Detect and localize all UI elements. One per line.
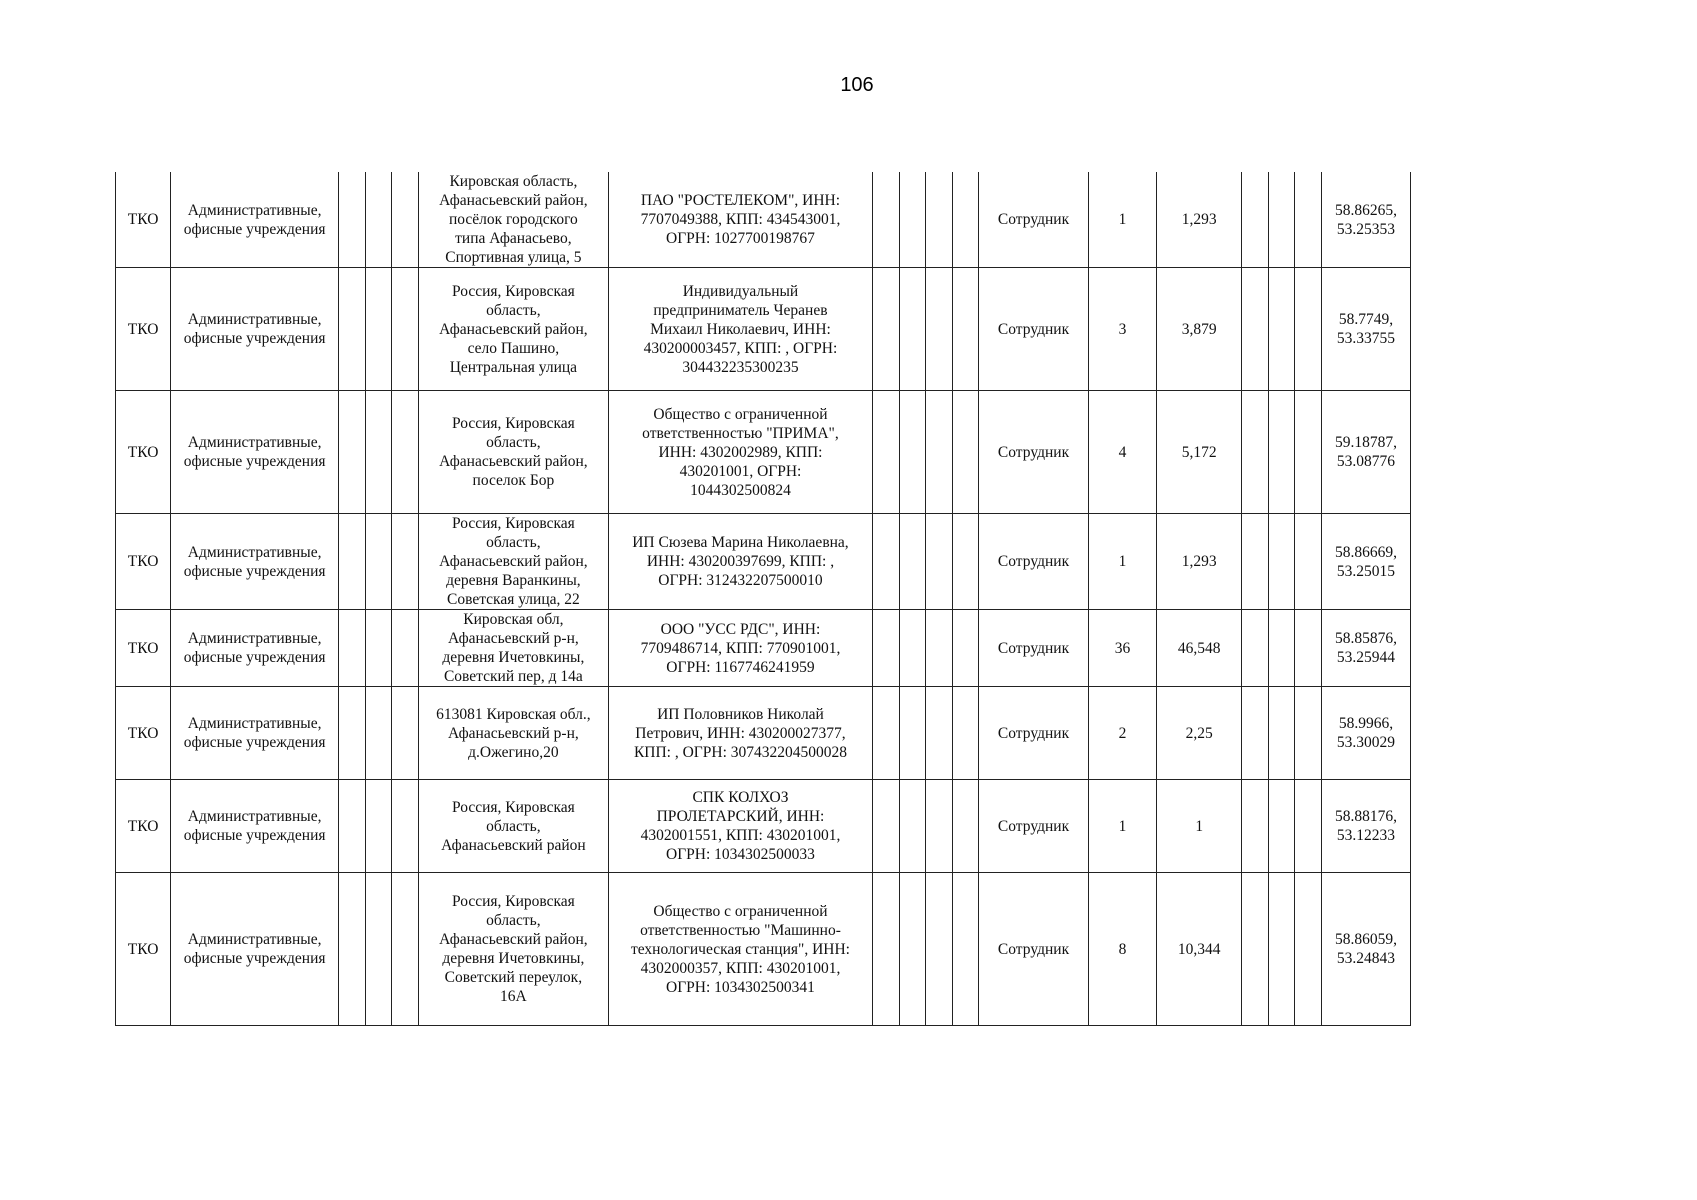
organization-line: ОГРН: 1034302500033 (666, 846, 815, 863)
empty-cell (1268, 610, 1295, 687)
address-line: 16А (500, 988, 527, 1005)
empty-cell (899, 514, 926, 610)
organization-cell (609, 172, 873, 268)
organization-line: ОГРН: 312432207500010 (658, 572, 823, 589)
quantity-cell: 1 (1088, 780, 1157, 873)
category-cell: Административные, офисные учреждения (171, 610, 339, 687)
quantity-cell: 2 (1088, 687, 1157, 780)
unit-cell: Сотрудник (979, 391, 1088, 514)
address-line: 613081 Кировская обл., (436, 705, 591, 723)
organization-line: Общество с ограниченной (653, 405, 828, 423)
organization-line: СПК КОЛХОЗ (692, 789, 789, 806)
coordinates-line: 53.30029 (1336, 734, 1396, 751)
empty-cell (338, 514, 365, 610)
quantity-cell: 4 (1088, 391, 1157, 514)
empty-cell (392, 780, 419, 873)
empty-cell (1242, 172, 1269, 268)
organization-line: Петрович, ИНН: 430200027377, (635, 724, 846, 742)
address-line: Афанасьевский район, (439, 192, 588, 209)
unit-cell: Сотрудник (979, 268, 1088, 391)
waste-type-cell: ТКО (116, 268, 171, 391)
coordinates-cell (1321, 610, 1410, 687)
table-row (116, 687, 1411, 780)
waste-type-cell: ТКО (116, 514, 171, 610)
empty-cell (899, 391, 926, 514)
organization-cell (609, 687, 873, 780)
empty-cell (1295, 514, 1322, 610)
empty-cell (365, 610, 392, 687)
empty-cell (899, 172, 926, 268)
organization-line: 1044302500824 (690, 481, 791, 499)
coordinates-line: 53.25353 (1336, 220, 1396, 238)
waste-type-cell: ТКО (116, 172, 171, 268)
category-cell: Административные, офисные учреждения (171, 780, 339, 873)
category-cell: Административные, офисные учреждения (171, 268, 339, 391)
empty-cell (1295, 610, 1322, 687)
organization-line: ответственностью "Машинно- (640, 921, 841, 939)
organization-line: 430200003457, КПП: , ОГРН: (643, 339, 838, 357)
waste-type-cell: ТКО (116, 610, 171, 687)
empty-cell (872, 391, 899, 514)
empty-cell (392, 610, 419, 687)
empty-cell (952, 514, 979, 610)
empty-cell (338, 610, 365, 687)
unit-cell: Сотрудник (979, 873, 1088, 1026)
page-number: 106 (840, 74, 874, 96)
volume-cell: 1,293 (1157, 172, 1242, 268)
empty-cell (1268, 687, 1295, 780)
empty-cell (899, 780, 926, 873)
table-row (116, 780, 1411, 873)
empty-cell (926, 391, 953, 514)
unit-cell: Сотрудник (979, 780, 1088, 873)
organization-cell (609, 391, 873, 514)
waste-registry-table (115, 172, 1411, 1026)
organization-line: ОГРН: 1027700198767 (666, 230, 815, 247)
empty-cell (872, 687, 899, 780)
address-line: Афанасьевский р-н, (448, 724, 579, 742)
quantity-cell: 1 (1088, 172, 1157, 268)
unit-cell: Сотрудник (979, 610, 1088, 687)
volume-cell: 5,172 (1157, 391, 1242, 514)
volume-cell: 46,548 (1157, 610, 1242, 687)
empty-cell (392, 873, 419, 1026)
category-cell: Административные, офисные учреждения (171, 514, 339, 610)
empty-cell (1242, 780, 1269, 873)
empty-cell (952, 391, 979, 514)
organization-line: ИП Сюзева Марина Николаевна, (632, 534, 849, 551)
empty-cell (872, 172, 899, 268)
coordinates-line: 53.08776 (1336, 453, 1396, 470)
address-cell (418, 391, 608, 514)
organization-line: ПАО "РОСТЕЛЕКОМ", ИНН: (640, 192, 841, 209)
address-line: Россия, Кировская (451, 893, 575, 910)
organization-line: 4302000357, КПП: 430201001, (640, 959, 841, 977)
organization-line: Михаил Николаевич, ИНН: (650, 320, 831, 338)
unit-cell: Сотрудник (979, 172, 1088, 268)
unit-cell: Сотрудник (979, 514, 1088, 610)
coordinates-line: 58.86669, (1334, 543, 1397, 561)
coordinates-line: 53.24843 (1336, 950, 1396, 967)
address-line: посёлок городского (448, 211, 578, 228)
empty-cell (338, 780, 365, 873)
empty-cell (872, 873, 899, 1026)
empty-cell (1295, 391, 1322, 514)
coordinates-line: 58.85876, (1334, 630, 1397, 647)
coordinates-cell (1321, 780, 1410, 873)
coordinates-cell (1321, 514, 1410, 610)
empty-cell (926, 268, 953, 391)
organization-line: ответственностью "ПРИМА", (642, 424, 839, 442)
waste-type-cell: ТКО (116, 391, 171, 514)
address-line: деревня Ичетовкины, (442, 649, 585, 666)
empty-cell (1242, 610, 1269, 687)
empty-cell (1295, 780, 1322, 873)
empty-cell (872, 268, 899, 391)
table-row (116, 268, 1411, 391)
empty-cell (365, 514, 392, 610)
empty-cell (926, 172, 953, 268)
empty-cell (952, 610, 979, 687)
empty-cell (1268, 268, 1295, 391)
unit-cell: Сотрудник (979, 687, 1088, 780)
organization-line: 7709486714, КПП: 770901001, (640, 639, 841, 657)
empty-cell (392, 514, 419, 610)
quantity-cell: 1 (1088, 514, 1157, 610)
coordinates-line: 58.7749, (1338, 311, 1394, 328)
organization-line: ООО "УСС РДС", ИНН: (660, 620, 821, 638)
coordinates-cell (1321, 873, 1410, 1026)
empty-cell (392, 391, 419, 514)
volume-cell: 3,879 (1157, 268, 1242, 391)
empty-cell (1242, 514, 1269, 610)
empty-cell (899, 610, 926, 687)
organization-line: технологическая станция", ИНН: (630, 940, 850, 958)
volume-cell: 2,25 (1157, 687, 1242, 780)
coordinates-cell (1321, 172, 1410, 268)
empty-cell (952, 268, 979, 391)
empty-cell (338, 873, 365, 1026)
coordinates-line: 58.86059, (1334, 931, 1397, 948)
table-row (116, 873, 1411, 1026)
address-line: д.Ожегино,20 (468, 743, 559, 761)
address-line: Центральная улица (449, 358, 578, 376)
organization-line: предприниматель Черанев (653, 301, 828, 319)
empty-cell (392, 268, 419, 391)
empty-cell (338, 268, 365, 391)
empty-cell (872, 610, 899, 687)
address-cell (418, 687, 608, 780)
waste-type-cell: ТКО (116, 687, 171, 780)
empty-cell (1268, 172, 1295, 268)
empty-cell (926, 514, 953, 610)
empty-cell (1268, 514, 1295, 610)
address-cell (418, 780, 608, 873)
quantity-cell: 3 (1088, 268, 1157, 391)
empty-cell (365, 873, 392, 1026)
waste-type-cell: ТКО (116, 780, 171, 873)
address-line: село Пашино, (467, 339, 560, 357)
address-line: область, (486, 534, 541, 551)
coordinates-cell (1321, 268, 1410, 391)
address-line: Россия, Кировская (451, 798, 575, 816)
address-cell (418, 268, 608, 391)
address-line: область, (486, 912, 541, 929)
category-cell: Административные, офисные учреждения (171, 391, 339, 514)
address-line: Советский пер, д 14а (443, 668, 583, 685)
table-row (116, 514, 1411, 610)
empty-cell (1295, 268, 1322, 391)
empty-cell (926, 687, 953, 780)
empty-cell (1268, 873, 1295, 1026)
organization-line: Индивидуальный (682, 282, 799, 300)
address-line: область, (486, 301, 541, 319)
address-cell (418, 514, 608, 610)
organization-cell (609, 873, 873, 1026)
organization-cell (609, 780, 873, 873)
empty-cell (338, 391, 365, 514)
volume-cell: 1 (1157, 780, 1242, 873)
coordinates-line: 53.25944 (1336, 649, 1396, 666)
empty-cell (1268, 391, 1295, 514)
empty-cell (365, 172, 392, 268)
organization-line: ОГРН: 1167746241959 (666, 658, 815, 676)
empty-cell (872, 514, 899, 610)
empty-cell (338, 172, 365, 268)
organization-line: ИНН: 4302002989, КПП: (658, 443, 823, 461)
empty-cell (926, 610, 953, 687)
organization-cell (609, 268, 873, 391)
empty-cell (1295, 687, 1322, 780)
empty-cell (952, 873, 979, 1026)
empty-cell (1242, 687, 1269, 780)
address-line: Афанасьевский район, (439, 931, 588, 948)
organization-line: ИП Половников Николай (657, 705, 824, 723)
empty-cell (1242, 268, 1269, 391)
empty-cell (926, 780, 953, 873)
empty-cell (899, 873, 926, 1026)
address-line: Афанасьевский р-н, (448, 630, 579, 647)
address-line: Спортивная улица, 5 (445, 249, 582, 266)
coordinates-line: 58.9966, (1338, 715, 1394, 732)
organization-cell (609, 610, 873, 687)
empty-cell (899, 268, 926, 391)
address-line: область, (486, 817, 541, 835)
empty-cell (952, 687, 979, 780)
empty-cell (1295, 172, 1322, 268)
empty-cell (952, 780, 979, 873)
empty-cell (899, 687, 926, 780)
organization-line: ПРОЛЕТАРСКИЙ, ИНН: (656, 808, 825, 825)
empty-cell (1242, 391, 1269, 514)
address-line: Афанасьевский район (441, 836, 586, 854)
empty-cell (392, 687, 419, 780)
category-cell: Административные, офисные учреждения (171, 172, 339, 268)
quantity-cell: 8 (1088, 873, 1157, 1026)
organization-line: КПП: , ОГРН: 307432204500028 (633, 743, 847, 761)
address-line: поселок Бор (472, 472, 555, 489)
coordinates-line: 58.88176, (1334, 808, 1397, 825)
coordinates-line: 59.18787, (1334, 434, 1397, 451)
empty-cell (1268, 780, 1295, 873)
empty-cell (365, 687, 392, 780)
address-line: Афанасьевский район, (439, 453, 588, 470)
coordinates-cell (1321, 687, 1410, 780)
address-line: Советская улица, 22 (447, 591, 580, 608)
coordinates-line: 53.12233 (1336, 827, 1396, 844)
empty-cell (1295, 873, 1322, 1026)
address-line: Россия, Кировская (451, 415, 575, 432)
coordinates-line: 58.86265, (1334, 201, 1397, 219)
organization-line: 7707049388, КПП: 434543001, (640, 211, 841, 228)
organization-line: 4302001551, КПП: 430201001, (640, 827, 841, 844)
organization-cell (609, 514, 873, 610)
organization-line: ОГРН: 1034302500341 (666, 978, 815, 996)
coordinates-line: 53.25015 (1336, 562, 1396, 580)
address-line: Афанасьевский район, (439, 553, 588, 570)
organization-line: Общество с ограниченной (653, 902, 828, 920)
address-line: область, (486, 434, 541, 451)
empty-cell (392, 172, 419, 268)
quantity-cell: 36 (1088, 610, 1157, 687)
address-cell (418, 172, 608, 268)
address-line: деревня Ичетовкины, (442, 950, 585, 967)
category-cell: Административные, офисные учреждения (171, 687, 339, 780)
empty-cell (365, 780, 392, 873)
empty-cell (872, 780, 899, 873)
organization-line: 304432235300235 (682, 358, 799, 376)
category-cell: Административные, офисные учреждения (171, 873, 339, 1026)
organization-line: ИНН: 430200397699, КПП: , (646, 553, 835, 570)
table-row (116, 172, 1411, 268)
coordinates-cell (1321, 391, 1410, 514)
volume-cell: 10,344 (1157, 873, 1242, 1026)
address-line: Афанасьевский район, (439, 320, 588, 338)
coordinates-line: 53.33755 (1336, 330, 1396, 347)
waste-type-cell: ТКО (116, 873, 171, 1026)
address-cell (418, 610, 608, 687)
table-row (116, 391, 1411, 514)
empty-cell (365, 268, 392, 391)
address-line: Советский переулок, (444, 969, 583, 986)
empty-cell (926, 873, 953, 1026)
address-line: Кировская обл, (463, 611, 564, 628)
address-cell (418, 873, 608, 1026)
address-line: Россия, Кировская (451, 515, 575, 532)
address-line: Кировская область, (449, 173, 578, 190)
address-line: типа Афанасьево, (455, 230, 572, 247)
empty-cell (365, 391, 392, 514)
empty-cell (338, 687, 365, 780)
volume-cell: 1,293 (1157, 514, 1242, 610)
address-line: деревня Варанкины, (446, 572, 581, 589)
address-line: Россия, Кировская (451, 282, 575, 300)
organization-line: 430201001, ОГРН: (679, 462, 802, 480)
table-row (116, 610, 1411, 687)
empty-cell (1242, 873, 1269, 1026)
empty-cell (952, 172, 979, 268)
